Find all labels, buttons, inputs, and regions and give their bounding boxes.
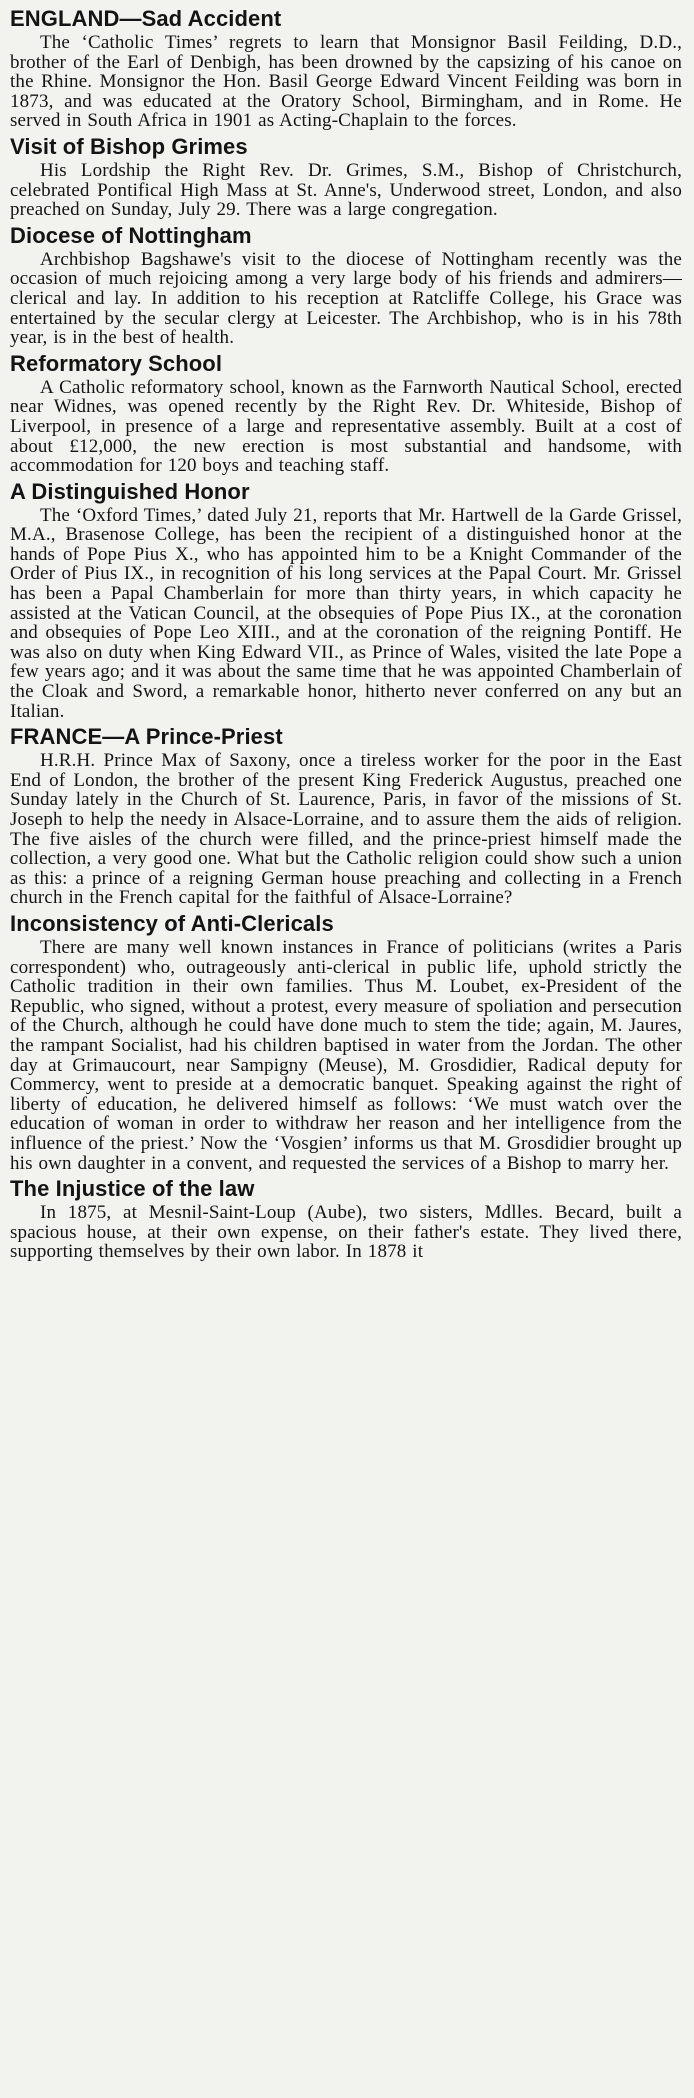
article-body: The ‘Catholic Times’ regrets to learn that Monsignor Basil Feilding, D.D., brother of the Earl of Denbigh, has been drowned by the capsizing of his canoe on the Rhine. Monsignor the Hon. Basil George Edward Vincent Feilding was born in 1873, and was educated at the Oratory School, Birmingham, and in Rome. He served in South Africa in 1901 as Acting-Chaplain to the forces. xyxy=(10,32,682,132)
article-reformatory-school xyxy=(10,351,682,476)
article-body: H.R.H. Prince Max of Saxony, once a tireless worker for the poor in the East End of London, the brother of the present King Frederick Augustus, preached one Sunday lately in the Church of St. Laurence, Paris, in favor of the missions of St. Joseph to help the needy in Alsace-Lorraine, and to assure them the aids of religion. The five aisles of the church were filled, and the prince-priest himself made the collection, a very good one. What but the Catholic religion could show such a union as this: a prince of a reigning German house preaching and collecting in a French church in the French capital for the faithful of Alsace-Lorraine? xyxy=(10,750,682,909)
article-the-injustice-of-the-law xyxy=(10,1176,682,1262)
article-heading: The Injustice of the law xyxy=(10,1176,255,1202)
article-diocese-of-nottingham xyxy=(10,223,682,348)
article-heading: Visit of Bishop Grimes xyxy=(10,133,248,159)
article-england-sad-accident xyxy=(10,6,682,131)
article-heading: A Distinguished Honor xyxy=(10,478,250,504)
article-heading: Diocese of Nottingham xyxy=(10,222,252,248)
article-a-distinguished-honor xyxy=(10,479,682,722)
article-inconsistency-of-anti-clericals xyxy=(10,911,682,1173)
article-body: A Catholic reformatory school, known as the Farnworth Nautical School, erected near Widnes, was opened recently by the Right Rev. Dr. Whiteside, Bishop of Liverpool, in presence of a large and representative assembly. Built at a cost of about £12,000, the new erection is most substantial and handsome, with accommodation for 120 boys and teaching staff. xyxy=(10,376,682,477)
article-visit-of-bishop-grimes xyxy=(10,134,682,220)
article-body: His Lordship the Right Rev. Dr. Grimes, S.M., Bishop of Christchurch, celebrated Pontifical High Mass at St. Anne's, Underwood street, London, and also preached on Sunday, July 29. There was a large congregation. xyxy=(10,159,682,221)
article-heading: ENGLAND—Sad Accident xyxy=(10,6,282,31)
article-france-a-prince-priest xyxy=(10,724,682,908)
article-heading: FRANCE—A Prince-Priest xyxy=(10,724,283,750)
article-body: In 1875, at Mesnil-Saint-Loup (Aube), two sisters, Mdlles. Becard, built a spacious house, at their own expense, on their father's estate. They lived there, supporting themselves by their own labor. In 1878 it xyxy=(10,1202,682,1263)
article-heading: Reformatory School xyxy=(10,350,223,376)
article-heading: Inconsistency of Anti-Clericals xyxy=(10,910,334,936)
article-body: Archbishop Bagshawe's visit to the diocese of Nottingham recently was the occasion of much rejoicing among a very large body of his friends and admirers—clerical and lay. In addition to his reception at Ratcliffe College, his Grace was entertained by the secular clergy at Leicester. The Archbishop, who is in his 78th year, is in the best of health. xyxy=(10,248,682,349)
article-body: The ‘Oxford Times,’ dated July 21, reports that Mr. Hartwell de la Garde Grissel, M.A., Brasenose College, has been the recipient of a distinguished honor at the hands of Pope Pius X., who has appointed him to be a Knight Commander of the Order of Pius IX., in recognition of his long services at the Papal Court. Mr. Grissel has been a Papal Chamberlain for more than thirty years, in which capacity he assisted at the Vatican Council, at the obsequies of Pope Pius IX., at the coronation and obsequies of Pope Leo XIII., and at the coronation of the reigning Pontiff. He was also on duty when King Edward VII., as Prince of Wales, visited the late Pope a few years ago; and it was about the same time that he was appointed Chamberlain of the Cloak and Sword, a remarkable honor, hitherto never conferred on any but an Italian. xyxy=(10,504,682,722)
article-body: There are many well known instances in France of politicians (writes a Paris correspondent) who, outrageously anti-clerical in public life, uphold strictly the Catholic tradition in their own families. Thus M. Loubet, ex-President of the Republic, who signed, without a protest, every measure of spoliation and persecution of the Church, although he could have done much to stem the tide; again, M. Jaures, the rampant Socialist, had his children baptised in water from the Jordan. The other day at Grimaucourt, near Sampigny (Meuse), M. Grosdidier, Radical deputy for Commercy, went to preside at a democratic banquet. Speaking against the right of liberty of education, he delivered himself as follows: ‘We must watch over the education of woman in order to withdraw her reason and her intelligence from the influence of the priest.’ Now the ‘Vosgien’ informs us that M. Grosdidier brought up his own daughter in a convent, and requested the services of a Bishop to marry her. xyxy=(10,936,682,1174)
